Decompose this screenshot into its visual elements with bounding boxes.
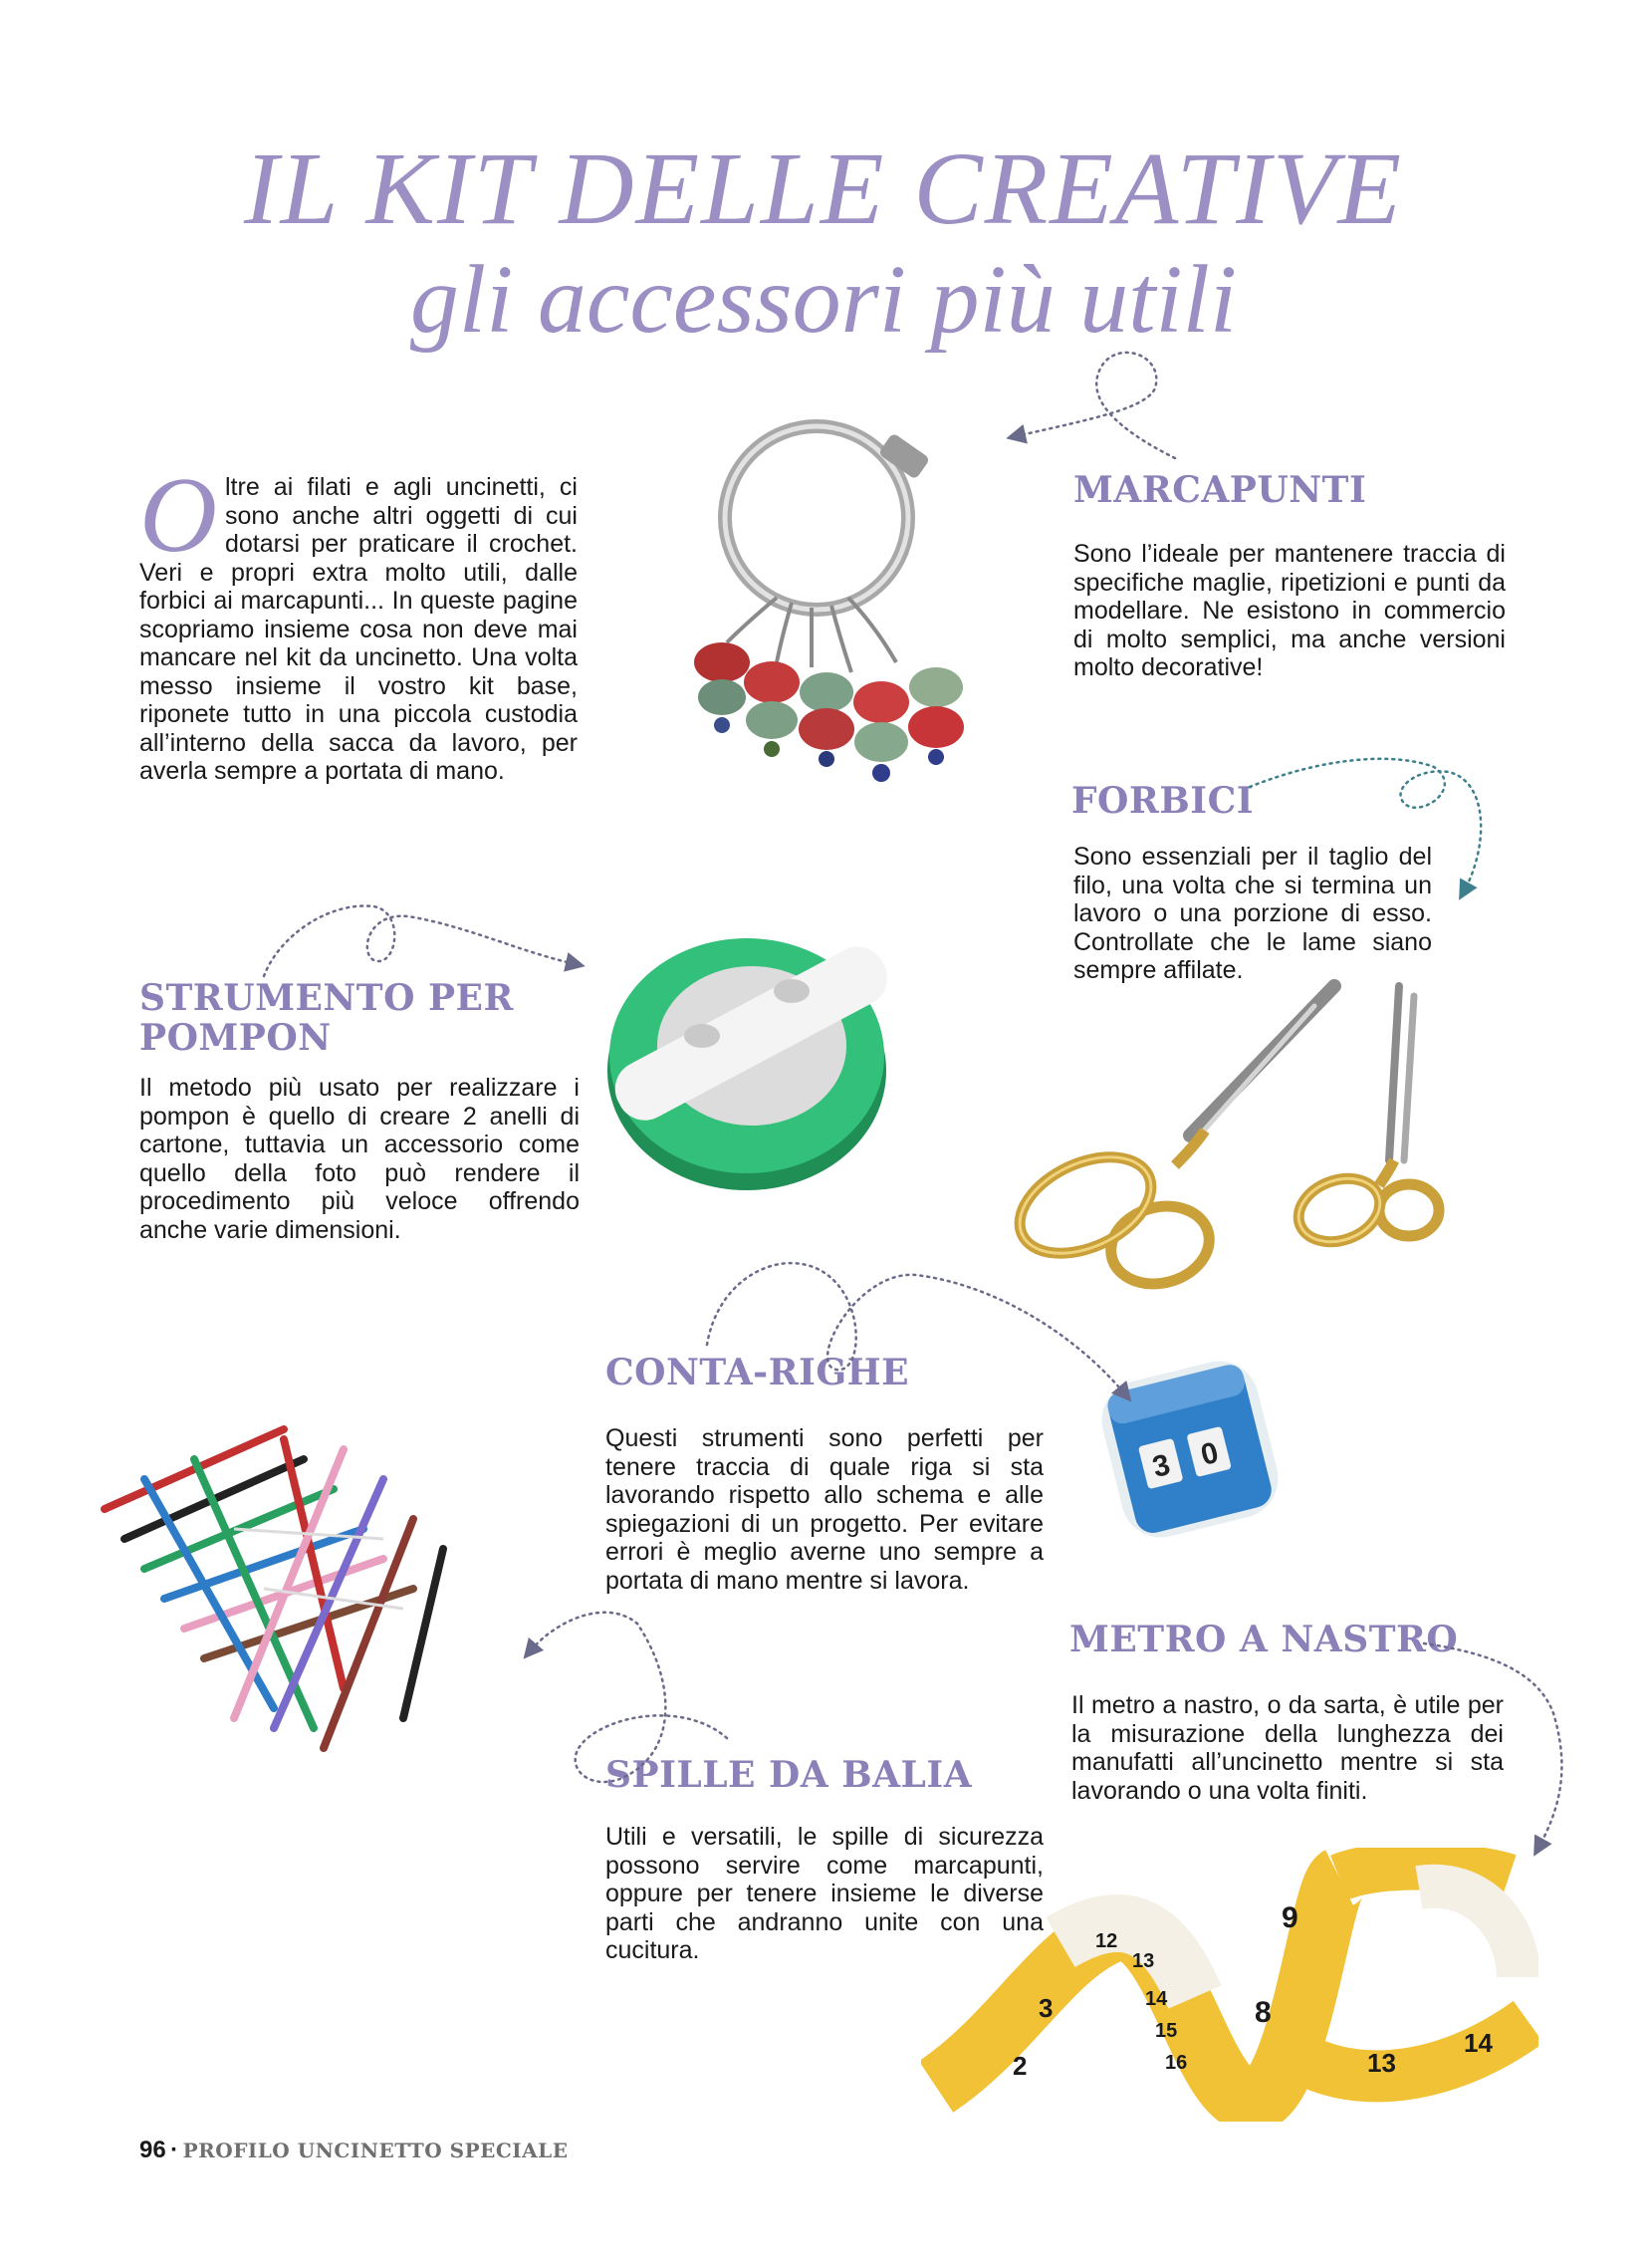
text-pompon: Il metodo più usato per realizzare i pompon è quello di creare 2 anelli di cartone, tuttavia un accessorio come quello della foto può rendere il procedimento più veloce offrendo anche varie dimensioni. bbox=[139, 1074, 580, 1244]
text-metro: Il metro a nastro, o da sarta, è utile per la misurazione della lunghezza dei manufatti all’uncinetto mentre si sta lavorando o una volta finiti. bbox=[1071, 1691, 1504, 1805]
tape-number: 14 bbox=[1464, 2028, 1493, 2058]
tape-number: 3 bbox=[1039, 1993, 1054, 2023]
tape-number: 16 bbox=[1165, 2052, 1188, 2074]
publication-name: PROFILO UNCINETTO SPECIALE bbox=[182, 2139, 569, 2162]
page-title: IL KIT DELLE CREATIVE bbox=[243, 131, 1403, 246]
tape-number: 13 bbox=[1367, 2048, 1396, 2078]
tape-number: 2 bbox=[1013, 2051, 1028, 2081]
page-number: 96 bbox=[139, 2137, 166, 2163]
counter-digit-ones: 0 bbox=[1197, 1435, 1222, 1472]
page-footer bbox=[139, 2137, 568, 2164]
tape-number: 8 bbox=[1255, 1996, 1272, 2029]
tape-number: 9 bbox=[1282, 1901, 1298, 1934]
tape-number: 13 bbox=[1132, 1950, 1155, 1972]
heading-marcapunti: MARCAPUNTI bbox=[1073, 469, 1367, 511]
arrow-marcapunti bbox=[1016, 353, 1175, 458]
page-subtitle: gli accessori più utili bbox=[409, 246, 1238, 354]
heading-pompon-line1: STRUMENTO PER bbox=[139, 977, 514, 1019]
footer-separator: · bbox=[170, 2137, 179, 2163]
text-forbici: Sono essenziali per il taglio del filo, una volta che si termina un lavoro o una porzione di esso. Controllate che le lame siano sempre affilate. bbox=[1073, 843, 1432, 984]
arrow-spille bbox=[530, 1613, 727, 1782]
arrow-forbici bbox=[1250, 759, 1481, 891]
heading-metro: METRO A NASTRO bbox=[1069, 1619, 1459, 1660]
counter-digit-tens: 3 bbox=[1149, 1447, 1174, 1484]
tape-number: 15 bbox=[1155, 2020, 1178, 2042]
intro-text: ltre ai filati e agli uncinetti, ci sono anche altri oggetti di cui dotarsi per praticare il crochet. Veri e propri extra molto utili, dalle forbici ai marcapunti... In queste pagine scopriamo insieme cosa non deve mai mancare nel kit da uncinetto. Una volta messo insieme il vostro kit base, riponete tutto in una piccola custodia all’interno della sacca da lavoro, per averla sempre a portata di mano. bbox=[139, 473, 578, 785]
tape-number: 12 bbox=[1095, 1930, 1118, 1952]
tape-number: 14 bbox=[1145, 1988, 1168, 2010]
heading-pompon-line2: POMPON bbox=[139, 1017, 332, 1059]
text-spille: Utili e versatili, le spille di sicurezza possono servire come marcapunti, oppure per tenere insieme le diverse parti che andranno unite con una cucitura. bbox=[605, 1823, 1044, 1964]
text-contarighe: Questi strumenti sono perfetti per tenere traccia di quale riga si sta lavorando rispetto allo schema e alle spiegazioni di un progetto. Per evitare errori è meglio averne uno sempre a portata di mano mentre si lavora. bbox=[605, 1424, 1044, 1595]
heading-spille: SPILLE DA BALIA bbox=[605, 1754, 973, 1796]
arrow-contarighe bbox=[707, 1263, 1125, 1394]
text-marcapunti: Sono l’ideale per mantenere traccia di specifiche maglie, ripetizioni e punti da modellare. Ne esistono in commercio di molto semplici, ma anche versioni molto decorative! bbox=[1073, 540, 1506, 681]
heading-contarighe: CONTA-RIGHE bbox=[605, 1352, 910, 1393]
arrow-pompon bbox=[264, 906, 576, 976]
heading-forbici: FORBICI bbox=[1071, 780, 1255, 822]
drop-cap: O bbox=[139, 456, 217, 575]
arrow-metro bbox=[1424, 1643, 1561, 1848]
